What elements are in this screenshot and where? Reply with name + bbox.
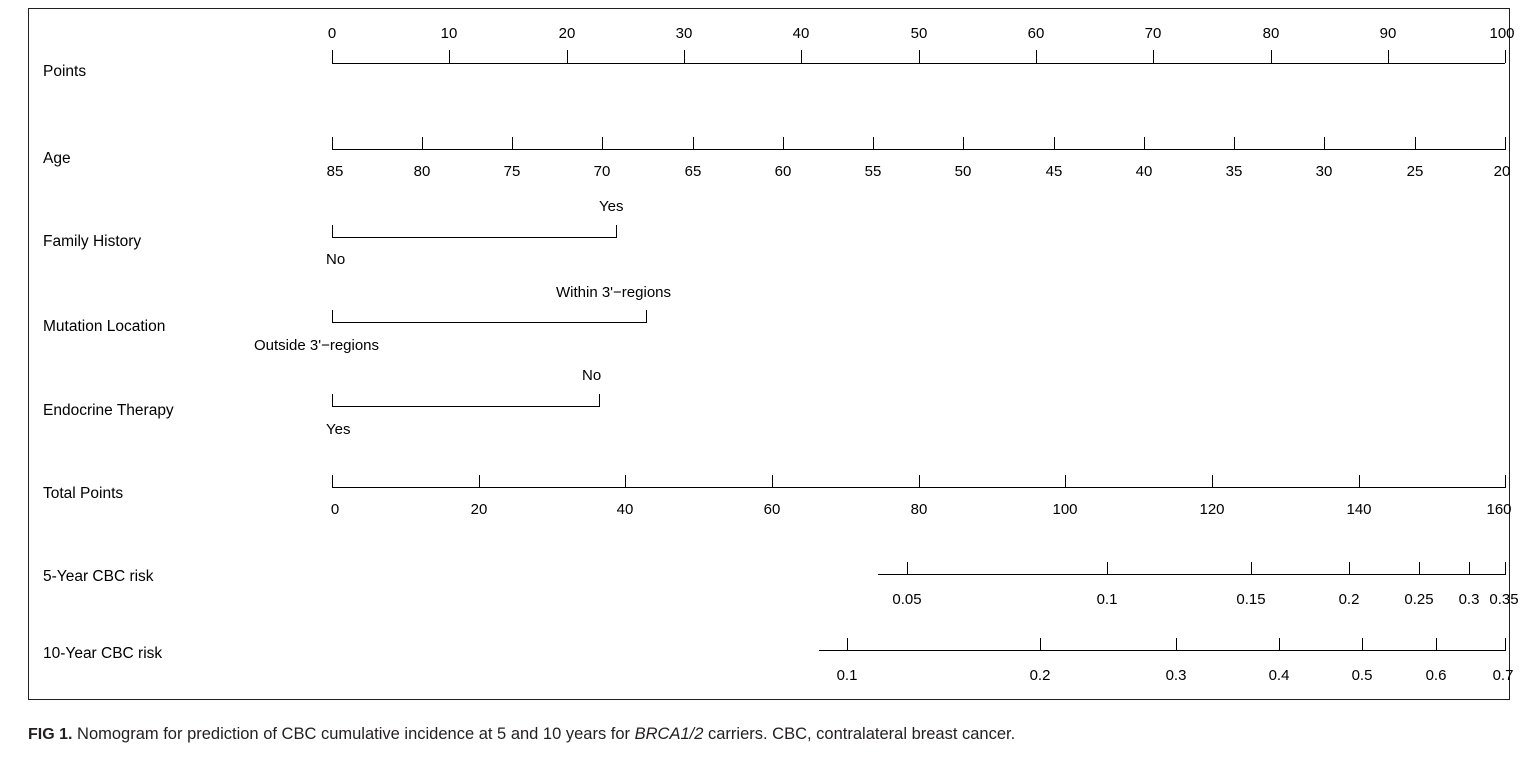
family-history-label-yes: Yes [599, 198, 624, 215]
mutation-location-axis-line [332, 322, 647, 323]
row-label-family-history: Family History [43, 233, 142, 250]
ten-year-tick-label: 0.3 [1165, 667, 1187, 684]
age-tick-60 [783, 137, 784, 150]
total-points-tick-40 [625, 475, 626, 488]
total-points-tick-label: 100 [1052, 501, 1078, 518]
points-tick-label: 80 [1262, 25, 1280, 42]
age-tick-45 [1054, 137, 1055, 150]
age-tick-label: 50 [954, 163, 972, 180]
age-tick-35 [1234, 137, 1235, 150]
points-tick-60 [1036, 50, 1037, 63]
points-tick-50 [919, 50, 920, 63]
points-tick-label: 100 [1489, 25, 1515, 42]
row-label-mutation-location: Mutation Location [43, 318, 166, 335]
points-tick-90 [1388, 50, 1389, 63]
five-year-tick-0.2 [1349, 562, 1350, 575]
points-tick-label: 10 [440, 25, 458, 42]
age-tick-label: 20 [1493, 163, 1511, 180]
total-points-tick-140 [1359, 475, 1360, 488]
points-tick-40 [801, 50, 802, 63]
five-year-tick-0.05 [907, 562, 908, 575]
total-points-tick-label: 160 [1486, 501, 1512, 518]
ten-year-tick-label: 0.7 [1492, 667, 1514, 684]
points-tick-10 [449, 50, 450, 63]
endocrine-therapy-label-yes: Yes [326, 421, 351, 438]
points-tick-label: 60 [1027, 25, 1045, 42]
total-points-tick-80 [919, 475, 920, 488]
figure-number: FIG 1. [28, 726, 73, 743]
ten-year-tick-label: 0.6 [1425, 667, 1447, 684]
age-tick-30 [1324, 137, 1325, 150]
endocrine-therapy-axis-line [332, 406, 600, 407]
age-tick-75 [512, 137, 513, 150]
mutation-location-tick-outside [332, 310, 333, 323]
age-tick-label: 80 [413, 163, 431, 180]
five-year-tick-label: 0.1 [1096, 591, 1118, 608]
caption-gene-name: BRCA1/2 [634, 725, 704, 743]
five-year-tick-label: 0.05 [892, 591, 922, 608]
mutation-location-label-within: Within 3'−regions [556, 284, 672, 301]
ten-year-tick-0.7 [1505, 638, 1506, 651]
ten-year-tick-0.5 [1362, 638, 1363, 651]
family-history-tick-no [332, 225, 333, 238]
endocrine-therapy-label-no: No [582, 367, 602, 384]
total-points-tick-label: 60 [763, 501, 781, 518]
ten-year-tick-0.4 [1279, 638, 1280, 651]
age-tick-label: 40 [1135, 163, 1153, 180]
points-axis-line [332, 63, 1505, 64]
total-points-tick-label: 0 [330, 501, 340, 518]
age-tick-label: 75 [503, 163, 521, 180]
age-tick-80 [422, 137, 423, 150]
row-label-5-year-cbc-risk: 5-Year CBC risk [43, 568, 154, 585]
points-tick-70 [1153, 50, 1154, 63]
points-tick-label: 90 [1379, 25, 1397, 42]
ten-year-tick-label: 0.5 [1351, 667, 1373, 684]
five-year-tick-label: 0.15 [1236, 591, 1266, 608]
family-history-axis-line [332, 237, 617, 238]
ten-year-tick-0.2 [1040, 638, 1041, 651]
total-points-tick-label: 20 [470, 501, 488, 518]
points-tick-label: 50 [910, 25, 928, 42]
endocrine-therapy-tick-no [599, 394, 600, 407]
five-year-tick-label: 0.2 [1338, 591, 1360, 608]
ten-year-tick-0.3 [1176, 638, 1177, 651]
age-tick-65 [693, 137, 694, 150]
age-tick-85 [332, 137, 333, 150]
age-tick-25 [1415, 137, 1416, 150]
points-tick-label: 40 [792, 25, 810, 42]
ten-year-axis-line [819, 650, 1505, 651]
mutation-location-label-outside: Outside 3'−regions [254, 337, 380, 354]
row-label-points: Points [43, 63, 87, 80]
total-points-tick-160 [1505, 475, 1506, 488]
figure-caption [28, 724, 1518, 745]
points-tick-label: 30 [675, 25, 693, 42]
points-tick-label: 20 [558, 25, 576, 42]
five-year-axis-line [878, 574, 1505, 575]
five-year-tick-label: 0.35 [1489, 591, 1519, 608]
age-tick-55 [873, 137, 874, 150]
age-tick-20 [1505, 137, 1506, 150]
age-tick-label: 35 [1225, 163, 1243, 180]
total-points-tick-label: 80 [910, 501, 928, 518]
ten-year-tick-label: 0.4 [1268, 667, 1290, 684]
row-label-total-points: Total Points [43, 485, 124, 502]
total-points-tick-20 [479, 475, 480, 488]
ten-year-tick-label: 0.1 [836, 667, 858, 684]
ten-year-tick-0.1 [847, 638, 848, 651]
family-history-label-no: No [326, 251, 346, 268]
endocrine-therapy-tick-yes [332, 394, 333, 407]
age-tick-70 [602, 137, 603, 150]
nomogram-figure [28, 8, 1519, 700]
row-label-endocrine-therapy: Endocrine Therapy [43, 402, 174, 419]
mutation-location-tick-within [646, 310, 647, 323]
caption-text-part1: Nomogram for prediction of CBC cumulative incidence at 5 and 10 years for [72, 725, 635, 743]
total-points-tick-0 [332, 475, 333, 488]
ten-year-tick-label: 0.2 [1029, 667, 1051, 684]
caption-text-part2: carriers. CBC, contralateral breast cancer. [703, 725, 1016, 743]
row-label-10-year-cbc-risk: 10-Year CBC risk [43, 645, 163, 662]
age-tick-label: 85 [326, 163, 344, 180]
age-tick-40 [1144, 137, 1145, 150]
total-points-tick-label: 120 [1199, 501, 1225, 518]
family-history-tick-yes [616, 225, 617, 238]
age-tick-label: 70 [593, 163, 611, 180]
row-label-age: Age [43, 150, 71, 167]
five-year-tick-label: 0.25 [1404, 591, 1434, 608]
points-tick-label: 0 [327, 25, 337, 42]
points-tick-20 [567, 50, 568, 63]
total-points-tick-label: 140 [1346, 501, 1372, 518]
ten-year-tick-0.6 [1436, 638, 1437, 651]
total-points-tick-120 [1212, 475, 1213, 488]
total-points-tick-100 [1065, 475, 1066, 488]
age-tick-label: 60 [774, 163, 792, 180]
five-year-tick-0.1 [1107, 562, 1108, 575]
age-tick-label: 25 [1406, 163, 1424, 180]
total-points-tick-label: 40 [616, 501, 634, 518]
five-year-tick-0.35 [1505, 562, 1506, 575]
five-year-tick-0.25 [1419, 562, 1420, 575]
age-tick-label: 55 [864, 163, 882, 180]
points-tick-label: 70 [1144, 25, 1162, 42]
age-tick-label: 45 [1045, 163, 1063, 180]
age-tick-label: 65 [684, 163, 702, 180]
points-tick-80 [1271, 50, 1272, 63]
total-points-tick-60 [772, 475, 773, 488]
age-tick-label: 30 [1315, 163, 1333, 180]
five-year-tick-0.15 [1251, 562, 1252, 575]
points-tick-0 [332, 50, 333, 63]
age-tick-50 [963, 137, 964, 150]
points-tick-100 [1505, 50, 1506, 63]
five-year-tick-label: 0.3 [1458, 591, 1480, 608]
five-year-tick-0.3 [1469, 562, 1470, 575]
age-axis-line [332, 149, 1505, 150]
points-tick-30 [684, 50, 685, 63]
